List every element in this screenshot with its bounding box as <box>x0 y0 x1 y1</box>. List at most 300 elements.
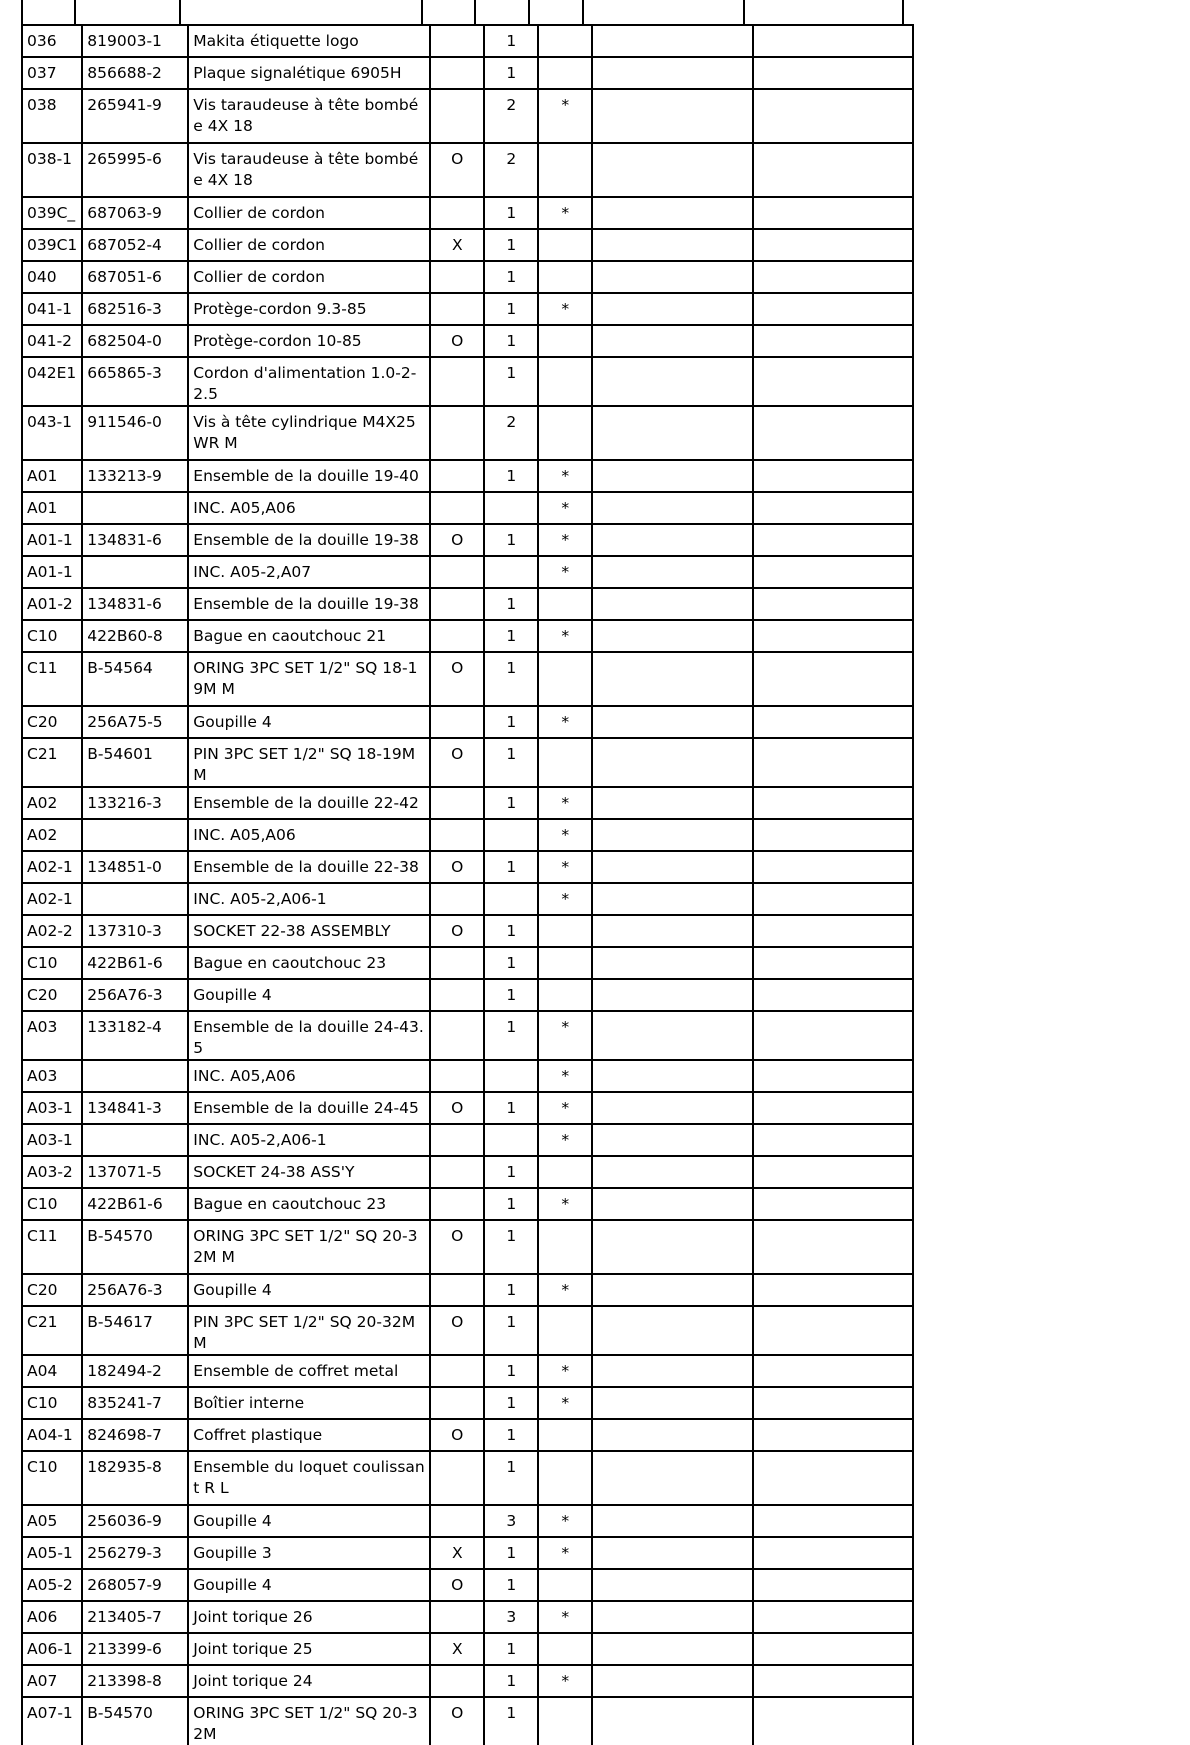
cell-blank <box>592 1419 753 1451</box>
cell-blank <box>592 1697 753 1745</box>
cell-note <box>538 588 592 620</box>
cell-blank <box>592 143 753 197</box>
cell-description: ORING 3PC SET 1/2" SQ 20-32M <box>188 1697 430 1745</box>
cell-option: X <box>430 1633 484 1665</box>
cell-blank <box>592 325 753 357</box>
cell-part-number: 265941-9 <box>82 89 188 143</box>
cell-option <box>430 261 484 293</box>
cell-option <box>430 460 484 492</box>
cell-blank <box>753 1665 913 1697</box>
cell-part-number <box>82 883 188 915</box>
table-row <box>22 1355 913 1387</box>
cell-part-number: 422B60-8 <box>82 620 188 652</box>
cell-quantity: 1 <box>484 1537 538 1569</box>
cell-option: O <box>430 1092 484 1124</box>
cell-part-number: 134851-0 <box>82 851 188 883</box>
cell-option: O <box>430 524 484 556</box>
cell-option <box>430 1060 484 1092</box>
cell-note: * <box>538 1011 592 1060</box>
cell-note <box>538 979 592 1011</box>
cell-option <box>430 819 484 851</box>
table-row <box>22 261 913 293</box>
cell-option <box>430 620 484 652</box>
cell-part-number: 256036-9 <box>82 1505 188 1537</box>
table-row <box>22 89 913 143</box>
cell-quantity: 3 <box>484 1505 538 1537</box>
cell-part-number: 182935-8 <box>82 1451 188 1505</box>
cell-quantity: 1 <box>484 947 538 979</box>
cell-blank <box>592 357 753 406</box>
cell-blank <box>592 851 753 883</box>
cell-reference: A02-2 <box>22 915 82 947</box>
table-row <box>22 1156 913 1188</box>
cell-reference: C11 <box>22 652 82 706</box>
cell-description: SOCKET 24-38 ASS'Y <box>188 1156 430 1188</box>
cell-blank <box>753 1569 913 1601</box>
cell-part-number <box>82 819 188 851</box>
cell-reference: 041-1 <box>22 293 82 325</box>
cell-note <box>538 738 592 787</box>
table-row <box>22 524 913 556</box>
cell-reference: 040 <box>22 261 82 293</box>
cell-description: Makita étiquette logo <box>188 25 430 57</box>
cell-description: Ensemble de coffret metal <box>188 1355 430 1387</box>
cell-blank <box>753 229 913 261</box>
cell-blank <box>753 357 913 406</box>
cell-note <box>538 1451 592 1505</box>
cell-blank <box>753 261 913 293</box>
table-row <box>22 620 913 652</box>
cell-quantity <box>484 492 538 524</box>
cell-description: Protège-cordon 9.3-85 <box>188 293 430 325</box>
table-row <box>22 1451 913 1505</box>
cell-blank <box>592 229 753 261</box>
cell-reference: C10 <box>22 620 82 652</box>
cell-part-number: 256A76-3 <box>82 979 188 1011</box>
cell-note <box>538 25 592 57</box>
cell-option <box>430 1156 484 1188</box>
cell-part-number: 665865-3 <box>82 357 188 406</box>
cell-reference: A01 <box>22 492 82 524</box>
cell-blank <box>753 787 913 819</box>
table-row <box>22 57 913 89</box>
cell-quantity: 1 <box>484 1156 538 1188</box>
table-row <box>22 787 913 819</box>
cell-part-number: 819003-1 <box>82 25 188 57</box>
table-top-edge <box>21 0 977 24</box>
cell-part-number: 265995-6 <box>82 143 188 197</box>
cell-blank <box>753 25 913 57</box>
cell-blank <box>592 979 753 1011</box>
cell-option: O <box>430 143 484 197</box>
cell-quantity <box>484 883 538 915</box>
cell-quantity: 1 <box>484 1011 538 1060</box>
cell-note: * <box>538 492 592 524</box>
cell-part-number: 256A76-3 <box>82 1274 188 1306</box>
cell-part-number: 213405-7 <box>82 1601 188 1633</box>
cell-reference: C20 <box>22 979 82 1011</box>
cell-reference: C10 <box>22 1387 82 1419</box>
cell-part-number <box>82 1124 188 1156</box>
cell-part-number: 133216-3 <box>82 787 188 819</box>
cell-note <box>538 229 592 261</box>
cell-note: * <box>538 851 592 883</box>
cell-note: * <box>538 293 592 325</box>
cell-part-number: 134831-6 <box>82 524 188 556</box>
cell-part-number: 856688-2 <box>82 57 188 89</box>
cell-quantity: 1 <box>484 1451 538 1505</box>
cell-reference: A06-1 <box>22 1633 82 1665</box>
cell-description: Ensemble de la douille 22-38 <box>188 851 430 883</box>
cell-blank <box>753 89 913 143</box>
cell-description: Collier de cordon <box>188 229 430 261</box>
cell-quantity: 1 <box>484 229 538 261</box>
cell-blank <box>592 57 753 89</box>
cell-note: * <box>538 1537 592 1569</box>
cell-quantity: 1 <box>484 588 538 620</box>
cell-blank <box>753 851 913 883</box>
cell-description: Goupille 4 <box>188 706 430 738</box>
cell-option <box>430 89 484 143</box>
table-row <box>22 1633 913 1665</box>
cell-description: INC. A05-2,A06-1 <box>188 1124 430 1156</box>
cell-blank <box>753 620 913 652</box>
cell-blank <box>592 1505 753 1537</box>
cell-blank <box>592 1665 753 1697</box>
table-row <box>22 357 913 406</box>
cell-quantity: 1 <box>484 357 538 406</box>
cell-part-number: 422B61-6 <box>82 947 188 979</box>
cell-blank <box>592 460 753 492</box>
cell-option: X <box>430 229 484 261</box>
cell-blank <box>592 1451 753 1505</box>
table-row <box>22 492 913 524</box>
cell-description: INC. A05,A06 <box>188 1060 430 1092</box>
cell-description: ORING 3PC SET 1/2" SQ 18-19M M <box>188 652 430 706</box>
cell-blank <box>592 25 753 57</box>
cell-blank <box>592 1274 753 1306</box>
cell-blank <box>592 1156 753 1188</box>
cell-reference: C21 <box>22 738 82 787</box>
cell-note <box>538 143 592 197</box>
cell-blank <box>592 706 753 738</box>
cell-quantity: 1 <box>484 1355 538 1387</box>
cell-note <box>538 915 592 947</box>
cell-description: Ensemble de la douille 22-42 <box>188 787 430 819</box>
cell-blank <box>592 1633 753 1665</box>
table-row <box>22 1124 913 1156</box>
cell-option <box>430 706 484 738</box>
cell-option: O <box>430 1569 484 1601</box>
cell-blank <box>592 1124 753 1156</box>
cell-description: Ensemble du loquet coulissant R L <box>188 1451 430 1505</box>
cell-reference: C10 <box>22 1188 82 1220</box>
table-row <box>22 1092 913 1124</box>
cell-note <box>538 1419 592 1451</box>
cell-reference: A07-1 <box>22 1697 82 1745</box>
cell-part-number: 422B61-6 <box>82 1188 188 1220</box>
cell-blank <box>753 1156 913 1188</box>
cell-note: * <box>538 787 592 819</box>
cell-blank <box>753 556 913 588</box>
cell-blank <box>592 1011 753 1060</box>
cell-blank <box>753 1419 913 1451</box>
cell-quantity: 1 <box>484 325 538 357</box>
cell-reference: A03 <box>22 1060 82 1092</box>
cell-option <box>430 787 484 819</box>
cell-reference: A03-2 <box>22 1156 82 1188</box>
cell-note: * <box>538 1387 592 1419</box>
cell-description: ORING 3PC SET 1/2" SQ 20-32M M <box>188 1220 430 1274</box>
cell-part-number: 134841-3 <box>82 1092 188 1124</box>
cell-blank <box>592 819 753 851</box>
cell-description: Vis taraudeuse à tête bombée 4X 18 <box>188 143 430 197</box>
cell-reference: A01-1 <box>22 524 82 556</box>
cell-description: Collier de cordon <box>188 261 430 293</box>
cell-part-number: 134831-6 <box>82 588 188 620</box>
cell-blank <box>753 1601 913 1633</box>
cell-part-number <box>82 492 188 524</box>
cell-reference: 039C1 <box>22 229 82 261</box>
cell-option <box>430 1665 484 1697</box>
cell-option: O <box>430 915 484 947</box>
cell-blank <box>753 406 913 460</box>
cell-note: * <box>538 556 592 588</box>
cell-part-number: B-54601 <box>82 738 188 787</box>
cell-note <box>538 1220 592 1274</box>
cell-reference: A01-1 <box>22 556 82 588</box>
cell-part-number: 687063-9 <box>82 197 188 229</box>
cell-blank <box>753 1697 913 1745</box>
table-row <box>22 1665 913 1697</box>
cell-blank <box>592 1092 753 1124</box>
cell-option <box>430 1274 484 1306</box>
cell-description: INC. A05,A06 <box>188 819 430 851</box>
cell-quantity: 1 <box>484 851 538 883</box>
cell-option: O <box>430 325 484 357</box>
cell-option <box>430 1355 484 1387</box>
cell-description: Ensemble de la douille 24-43.5 <box>188 1011 430 1060</box>
table-row <box>22 1306 913 1355</box>
cell-blank <box>592 588 753 620</box>
cell-part-number: 824698-7 <box>82 1419 188 1451</box>
cell-option <box>430 883 484 915</box>
cell-reference: C10 <box>22 1451 82 1505</box>
cell-note: * <box>538 620 592 652</box>
cell-blank <box>753 1355 913 1387</box>
cell-reference: 041-2 <box>22 325 82 357</box>
cell-reference: 038 <box>22 89 82 143</box>
cell-note: * <box>538 1355 592 1387</box>
cell-blank <box>753 460 913 492</box>
cell-reference: A05 <box>22 1505 82 1537</box>
cell-reference: 043-1 <box>22 406 82 460</box>
cell-blank <box>753 979 913 1011</box>
cell-description: Bague en caoutchouc 23 <box>188 1188 430 1220</box>
cell-part-number: B-54570 <box>82 1220 188 1274</box>
cell-note <box>538 1633 592 1665</box>
cell-part-number <box>82 1060 188 1092</box>
table-row <box>22 1569 913 1601</box>
table-row <box>22 1601 913 1633</box>
cell-option: O <box>430 1419 484 1451</box>
cell-blank <box>753 652 913 706</box>
cell-option <box>430 1387 484 1419</box>
cell-description: Joint torique 26 <box>188 1601 430 1633</box>
cell-blank <box>592 1601 753 1633</box>
cell-blank <box>592 1355 753 1387</box>
table-row <box>22 851 913 883</box>
cell-part-number: B-54570 <box>82 1697 188 1745</box>
cell-option: X <box>430 1537 484 1569</box>
parts-table-body <box>22 25 913 1745</box>
parts-list-table <box>21 24 914 1745</box>
cell-option <box>430 1011 484 1060</box>
cell-note: * <box>538 1505 592 1537</box>
cell-note <box>538 57 592 89</box>
cell-blank <box>592 1188 753 1220</box>
cell-description: Coffret plastique <box>188 1419 430 1451</box>
cell-blank <box>753 819 913 851</box>
cell-option: O <box>430 1306 484 1355</box>
cell-reference: A02-1 <box>22 851 82 883</box>
cell-part-number: 687051-6 <box>82 261 188 293</box>
cell-description: Bague en caoutchouc 21 <box>188 620 430 652</box>
cell-reference: C21 <box>22 1306 82 1355</box>
table-row <box>22 1220 913 1274</box>
table-row <box>22 947 913 979</box>
cell-note: * <box>538 197 592 229</box>
table-row <box>22 1505 913 1537</box>
cell-reference: C11 <box>22 1220 82 1274</box>
cell-part-number: 137310-3 <box>82 915 188 947</box>
cell-quantity: 1 <box>484 1665 538 1697</box>
cell-part-number: 687052-4 <box>82 229 188 261</box>
cell-option <box>430 492 484 524</box>
cell-description: Vis taraudeuse à tête bombée 4X 18 <box>188 89 430 143</box>
cell-note: * <box>538 706 592 738</box>
table-row <box>22 1387 913 1419</box>
cell-quantity: 2 <box>484 143 538 197</box>
table-row <box>22 706 913 738</box>
cell-part-number: 835241-7 <box>82 1387 188 1419</box>
cell-reference: A07 <box>22 1665 82 1697</box>
cell-quantity: 1 <box>484 261 538 293</box>
cell-blank <box>753 1306 913 1355</box>
table-row <box>22 25 913 57</box>
cell-blank <box>753 143 913 197</box>
cell-note <box>538 1156 592 1188</box>
cell-note: * <box>538 1060 592 1092</box>
cell-option <box>430 406 484 460</box>
cell-description: Goupille 4 <box>188 1569 430 1601</box>
cell-blank <box>592 1387 753 1419</box>
cell-description: Cordon d'alimentation 1.0-2-2.5 <box>188 357 430 406</box>
table-row <box>22 406 913 460</box>
cell-blank <box>753 1092 913 1124</box>
table-row <box>22 588 913 620</box>
table-row <box>22 738 913 787</box>
cell-blank <box>753 57 913 89</box>
cell-quantity: 1 <box>484 1306 538 1355</box>
cell-blank <box>592 1060 753 1092</box>
cell-reference: A01 <box>22 460 82 492</box>
table-row <box>22 325 913 357</box>
cell-quantity <box>484 1060 538 1092</box>
table-row <box>22 1537 913 1569</box>
cell-description: PIN 3PC SET 1/2" SQ 20-32MM <box>188 1306 430 1355</box>
cell-note <box>538 1306 592 1355</box>
cell-part-number: B-54617 <box>82 1306 188 1355</box>
cell-blank <box>592 620 753 652</box>
cell-description: Joint torique 25 <box>188 1633 430 1665</box>
cell-blank <box>592 947 753 979</box>
cell-description: Goupille 4 <box>188 1505 430 1537</box>
cell-quantity <box>484 819 538 851</box>
cell-option <box>430 1451 484 1505</box>
cell-quantity: 1 <box>484 1697 538 1745</box>
cell-blank <box>592 492 753 524</box>
cell-option <box>430 1505 484 1537</box>
cell-reference: A03 <box>22 1011 82 1060</box>
cell-note: * <box>538 89 592 143</box>
cell-blank <box>753 1633 913 1665</box>
cell-part-number: B-54564 <box>82 652 188 706</box>
cell-reference: A01-2 <box>22 588 82 620</box>
cell-quantity: 1 <box>484 706 538 738</box>
table-row <box>22 1188 913 1220</box>
cell-description: INC. A05-2,A07 <box>188 556 430 588</box>
cell-reference: A02 <box>22 819 82 851</box>
cell-option <box>430 556 484 588</box>
cell-note: * <box>538 883 592 915</box>
cell-description: Ensemble de la douille 24-45 <box>188 1092 430 1124</box>
cell-option <box>430 357 484 406</box>
cell-description: INC. A05-2,A06-1 <box>188 883 430 915</box>
cell-blank <box>753 738 913 787</box>
cell-reference: A06 <box>22 1601 82 1633</box>
cell-option <box>430 1601 484 1633</box>
cell-quantity: 3 <box>484 1601 538 1633</box>
cell-reference: A04-1 <box>22 1419 82 1451</box>
cell-note: * <box>538 460 592 492</box>
cell-part-number: 182494-2 <box>82 1355 188 1387</box>
cell-part-number: 268057-9 <box>82 1569 188 1601</box>
cell-note: * <box>538 1092 592 1124</box>
cell-option <box>430 197 484 229</box>
table-row <box>22 915 913 947</box>
cell-description: INC. A05,A06 <box>188 492 430 524</box>
cell-quantity: 1 <box>484 524 538 556</box>
cell-option <box>430 25 484 57</box>
table-row <box>22 556 913 588</box>
cell-quantity <box>484 556 538 588</box>
cell-quantity: 1 <box>484 652 538 706</box>
table-row <box>22 229 913 261</box>
cell-blank <box>592 652 753 706</box>
cell-quantity: 1 <box>484 1220 538 1274</box>
cell-note <box>538 325 592 357</box>
cell-quantity: 1 <box>484 460 538 492</box>
cell-blank <box>753 706 913 738</box>
cell-description: SOCKET 22-38 ASSEMBLY <box>188 915 430 947</box>
cell-blank <box>753 1387 913 1419</box>
cell-blank <box>753 1537 913 1569</box>
cell-blank <box>753 588 913 620</box>
cell-blank <box>753 197 913 229</box>
cell-blank <box>592 1569 753 1601</box>
cell-note: * <box>538 1601 592 1633</box>
